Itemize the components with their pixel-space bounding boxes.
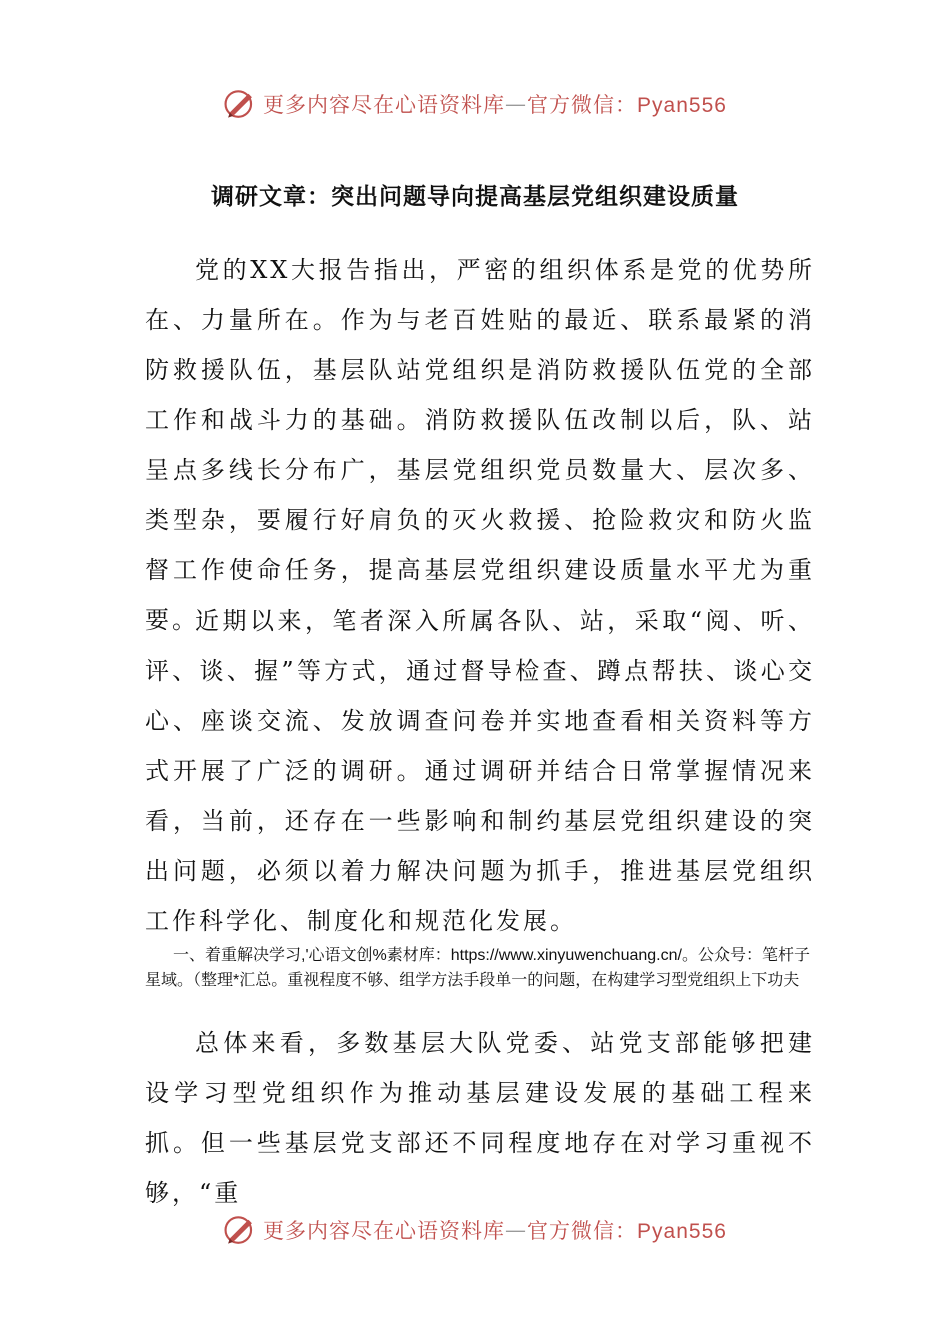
pen-logo-icon — [223, 87, 257, 121]
document-title: 调研文章：突出问题导向提高基层党组织建设质量 — [211, 183, 739, 210]
banner-wechat: 官方微信：Pyan556 — [527, 94, 727, 117]
banner-text: 更多内容尽在心语资料库 — [263, 93, 506, 117]
header-banner — [0, 84, 950, 124]
paragraph-overview: 总体来看，多数基层大队党委、站党支部能够把建设学习型党组织作为推动基层建设发展的基础工程来抓。但一些基层党支部还不同程度地存在对学习重视不够，“重 — [145, 1029, 815, 1207]
footer-banner — [0, 1210, 950, 1250]
pen-logo-icon — [223, 1213, 257, 1247]
banner-separator: — — [505, 1218, 528, 1242]
banner-separator: — — [505, 92, 528, 116]
banner-text: 更多内容尽在心语资料库 — [263, 1219, 506, 1243]
paragraph-intro: 党的XX大报告指出，严密的组织体系是党的优势所在、力量所在。作为与老百姓贴的最近、联系最紧的消防救援队伍，基层队站党组织是消防救援队伍党的全部工作和战斗力的基础。消防救援队伍改制以后，队、站呈点多线长分布广，基层党组织党员数量大、层次多、类型杂，要履行好肩负的灭火救援、抢险救灾和防火监督工作使命任务，提高基层党组织建设质量水平尤为重要。 — [145, 256, 815, 634]
section-heading-1: 一、着重解决学习,'心语文创%素材库：https://www.xinyuwenchuang.cn/。公众号：笔杆子星域。（整理*汇总。重视程度不够、组学方法手段单一的问题，在构建学习型党组织上下功夫 — [145, 947, 810, 989]
paragraph-research: 近期以来，笔者深入所属各队、站，采取“阅、听、评、谈、握”等方式，通过督导检查、蹲点帮扶、谈心交心、座谈交流、发放调查问卷并实地查看相关资料等方式开展了广泛的调研。通过调研并结合日常掌握情况来看，当前，还存在一些影响和制约基层党组织建设的突出问题，必须以着力解决问题为抓手，推进基层党组织工作科学化、制度化和规范化发展。 — [145, 607, 815, 935]
banner-wechat: 官方微信：Pyan556 — [527, 1220, 727, 1243]
